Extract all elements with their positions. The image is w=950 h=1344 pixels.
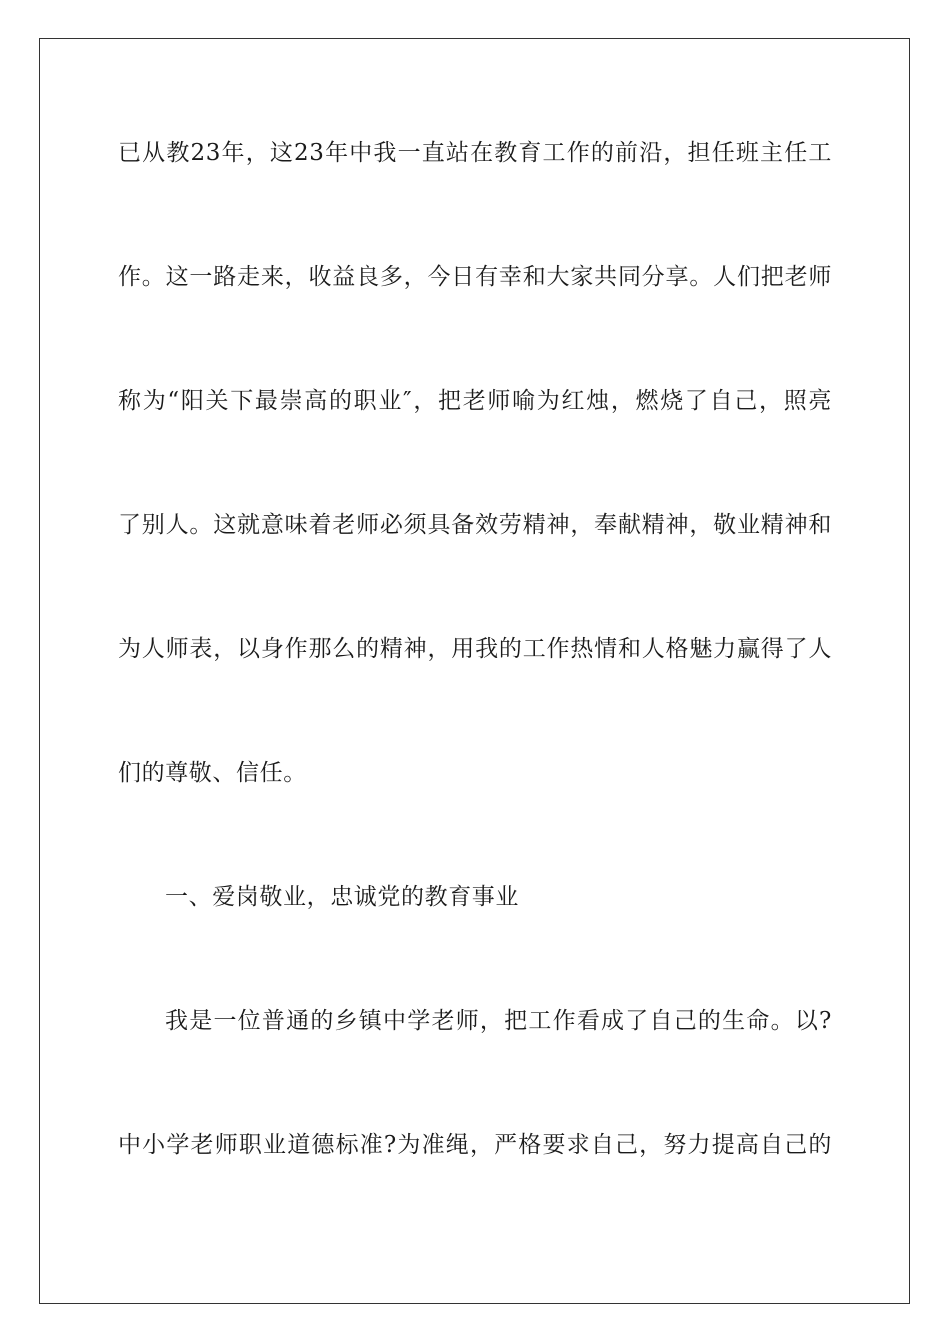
page-border [39,38,910,1304]
body-text-line-4: 了别人。这就意味着老师必须具备效劳精神，奉献精神，敬业精神和 [118,512,832,538]
body-text-line-3: 称为“阳关下最崇高的职业″，把老师喻为红烛，燃烧了自己，照亮 [118,388,832,414]
body-text-line-8: 我是一位普通的乡镇中学老师，把工作看成了自己的生命。以? [165,1008,832,1034]
body-text-line-9: 中小学老师职业道德标准?为准绳，严格要求自己，努力提高自己的 [118,1132,832,1158]
body-text-line-5: 为人师表，以身作那么的精神，用我的工作热情和人格魅力赢得了人 [118,636,832,662]
body-text-line-6: 们的尊敬、信任。 [118,760,307,786]
body-text-line-2: 作。这一路走来，收益良多，今日有幸和大家共同分享。人们把老师 [118,264,832,290]
body-text-line-1: 已从教23年，这23年中我一直站在教育工作的前沿，担任班主任工 [118,140,832,166]
section-heading: 一、爱岗敬业，忠诚党的教育事业 [165,884,519,910]
